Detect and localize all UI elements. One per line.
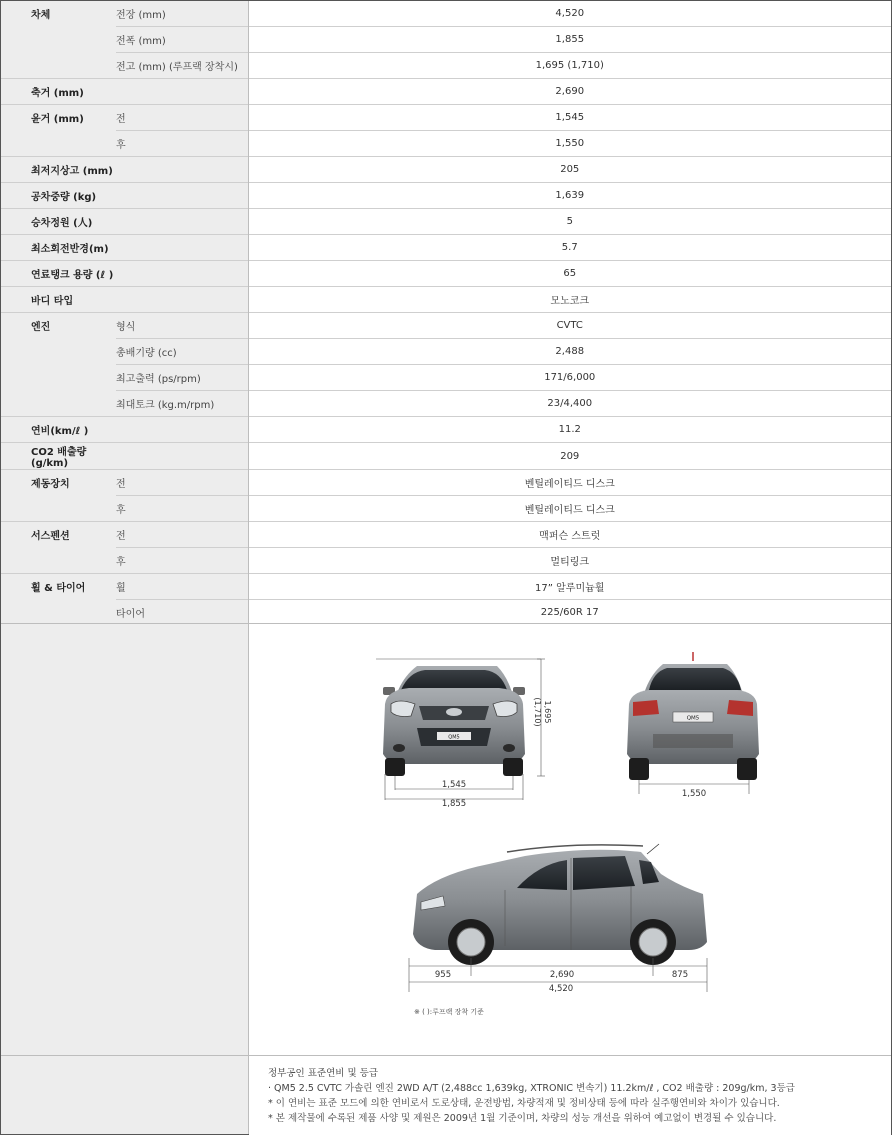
dim-wheelbase: 2,690 [549,970,575,980]
dim-front-overall-width: 1,855 [441,799,467,809]
category-label: 서스펜션 [1,522,116,548]
table-row [1,131,891,157]
table-row [1,287,891,313]
spec-value: 1,855 [248,27,891,53]
category-label: 윤거 (mm) [1,105,116,131]
category-label: 바디 타입 [1,287,116,313]
category-label: 공차중량 (kg) [1,183,116,209]
table-row [1,157,891,183]
spec-value: 17” 알루미늄휠 [248,574,891,600]
table-row [1,235,891,261]
spec-value: 5 [248,209,891,235]
notes-line: * 이 연비는 표준 모드에 의한 연비로서 도로상태, 운전방법, 차량적재 및 정비상태 등에 따라 실주행연비와 차이가 있습니다. [268,1098,780,1109]
spec-value: 1,550 [248,131,891,157]
fuel-economy-notes [249,1055,891,1135]
spec-value: 벤틸레이티드 디스크 [248,470,891,496]
table-row [1,105,891,131]
category-label: 축거 (mm) [1,79,116,105]
sub-label: 전 [116,522,248,548]
category-label: 제동장치 [1,470,116,496]
spec-value: 1,545 [248,105,891,131]
spec-value: 171/6,000 [248,365,891,391]
sub-label: 최대토크 (kg.m/rpm) [116,391,248,417]
table-row [1,600,891,626]
spec-value: 2,690 [248,79,891,105]
sub-label: 전 [116,105,248,131]
table-row [1,470,891,496]
badge-text-rear: QM5 [686,715,700,722]
table-row [1,365,891,391]
sub-label: 타이어 [116,600,248,626]
table-row [1,1,891,27]
sub-label: 후 [116,131,248,157]
table-row [1,574,891,600]
sub-label: 후 [116,496,248,522]
category-label: CO2 배출량(g/km) [1,443,116,470]
table-row [1,79,891,105]
sub-label: 전 [116,470,248,496]
spec-value: 205 [248,157,891,183]
car-front-view [376,659,552,809]
divider [1,623,248,624]
dim-front-tread: 1,545 [441,780,467,790]
dimension-diagram [249,623,891,1055]
sub-label: 최고출력 (ps/rpm) [116,365,248,391]
dim-front-height-roof: (1,710) [533,697,542,727]
car-rear-view [627,652,759,799]
dim-overall-length: 4,520 [548,984,574,994]
table-row [1,209,891,235]
table-row [1,391,891,417]
notes-heading: 정부공인 표준연비 및 등급 [268,1068,379,1079]
table-row [1,496,891,522]
spec-value: 1,695 (1,710) [248,53,891,79]
table-row [1,53,891,79]
diagram-footnote: ※ ( ):루프랙 장착 기준 [414,1008,484,1016]
spec-value: 209 [248,443,891,470]
sub-label: 전폭 (mm) [116,27,248,53]
spec-value: 23/4,400 [248,391,891,417]
table-row [1,548,891,574]
dim-rear-tread: 1,550 [681,789,707,799]
table-row [1,313,891,339]
spec-value: 225/60R 17 [248,600,891,626]
table-row [1,261,891,287]
table-row [1,183,891,209]
badge-text: QM5 [448,734,460,741]
table-row [1,417,891,443]
sub-label: 휠 [116,574,248,600]
table-row [1,27,891,53]
divider [1,1055,248,1056]
table-row [1,522,891,548]
spec-value: 4,520 [248,1,891,27]
category-label: 엔진 [1,313,116,339]
category-label: 연료탱크 용량 (ℓ ) [1,261,116,287]
notes-line: · QM5 2.5 CVTC 가솔린 엔진 2WD A/T (2,488cc 1,639kg, XTRONIC 변속기) 11.2km/ℓ , CO2 배출량 : 209g/km, 3등급 [268,1083,795,1094]
category-label: 차체 [31,10,51,22]
table-row [1,443,891,470]
dim-rear-overhang: 875 [671,970,689,980]
category-label: 최저지상고 (mm) [1,157,116,183]
notes-line: * 본 제작물에 수록된 제품 사양 및 제원은 2009년 1월 기준이며, 차량의 성능 개선을 위하여 예고없이 변경될 수 있습니다. [268,1113,777,1124]
sub-label: 전장 (mm) [116,10,166,21]
sub-label: 총배기량 (cc) [116,339,248,365]
spec-value: 1,639 [248,183,891,209]
sub-label: 형식 [116,313,248,339]
spec-value: 맥퍼슨 스트럿 [248,522,891,548]
spec-value: 벤틸레이티드 디스크 [248,496,891,522]
category-label: 최소회전반경(m) [1,235,116,261]
spec-table [1,1,891,625]
spec-value: 65 [248,261,891,287]
category-label: 휠 & 타이어 [1,574,116,600]
table-row [1,339,891,365]
spec-value: 5.7 [248,235,891,261]
spec-value: 2,488 [248,339,891,365]
spec-value: 11.2 [248,417,891,443]
category-label: 승차정원 (人) [1,209,116,235]
sub-label: 후 [116,548,248,574]
spec-value: 모노코크 [248,287,891,313]
category-label: 연비(km/ℓ ) [1,417,116,443]
car-side-view [409,844,707,994]
car-dimension-drawing [249,624,891,1055]
spec-value: 멀티링크 [248,548,891,574]
sub-label: 전고 (mm) (루프랙 장착시) [116,53,248,79]
spec-value: CVTC [248,313,891,339]
dim-front-height: 1,695 [543,700,552,724]
dim-front-overhang: 955 [434,970,452,980]
